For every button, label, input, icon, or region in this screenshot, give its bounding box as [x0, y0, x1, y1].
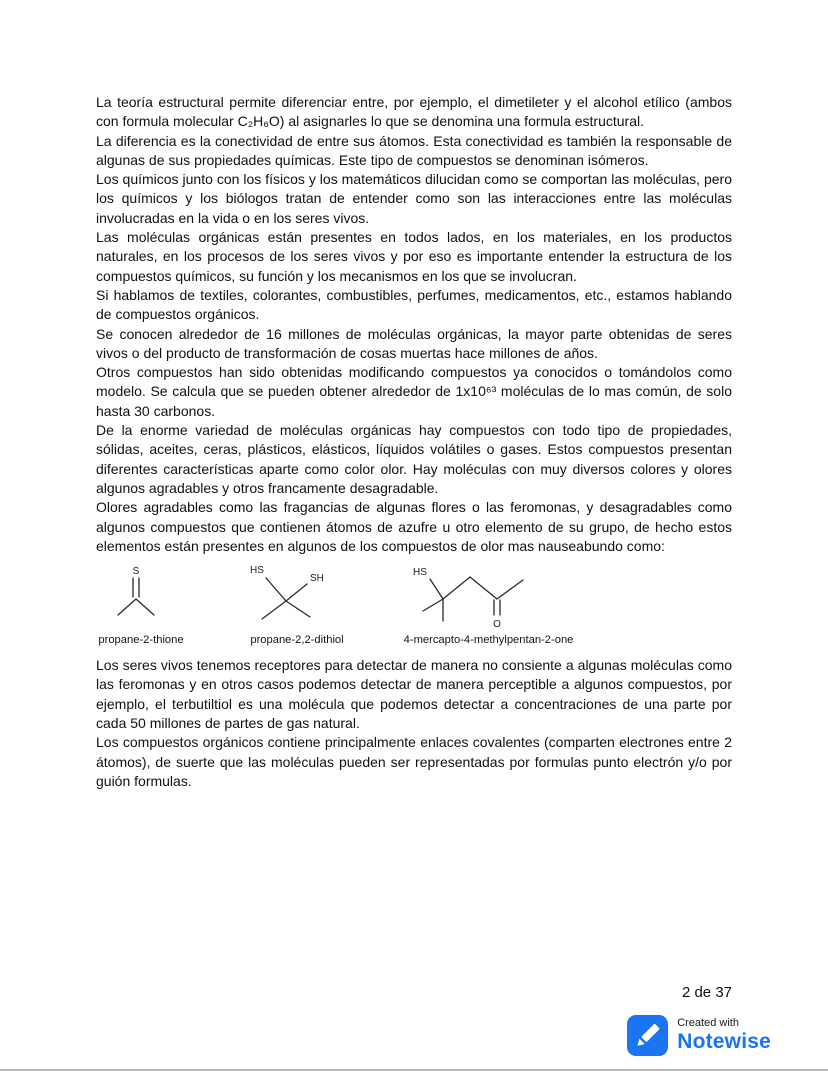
paragraph-other-compounds: Otros compuestos han sido obtenidas modificando compuestos ya conocidos o tomándolos como modelo. Se calcula que se pueden obtener alrededor de 1x10⁶³ moléculas de lo mas común, de solo hasta 30 carbonos. — [96, 364, 732, 419]
thiol-left-label: HS — [250, 565, 264, 577]
structure-label: 4-mercapto-4-methylpentan-2-one — [403, 634, 574, 647]
mercapto-label: HS — [413, 567, 427, 579]
structure-label: propane-2,2-dithiol — [250, 634, 344, 647]
paragraph-textiles: Si hablamos de textiles, colorantes, combustibles, perfumes, medicamentos, etc., estamos hablando de compuestos orgánicos. — [96, 286, 732, 323]
paragraph-odors: Olores agradables como las fragancias de algunas flores o las feromonas, y desagradables como algunos compuestos que contienen átomos de azufre u otro elemento de su grupo, de hecho estos elementos están presentes en algunos de los compuestos de olor mas nauseabundo como: — [96, 499, 732, 554]
structure-propane-2-thione — [96, 561, 186, 647]
document-body — [96, 93, 732, 791]
mercapto-methylpentanone-skeletal-drawing — [411, 561, 566, 631]
oxygen-atom-label: O — [493, 619, 501, 631]
sulfur-atom-label: S — [132, 566, 140, 578]
paragraph-structural-theory: La teoría estructural permite diferenciar entre, por ejemplo, el dimetileter y el alcohol etílico (ambos con formula molecular C₂H₆O) al asignarles lo que se denomina una formula estructural. — [96, 94, 732, 130]
thiol-right-label: SH — [310, 573, 324, 585]
paragraph-connectivity: La diferencia es la conectividad de entre sus átomos. Esta conectividad es también la responsable de algunas de sus propiedades químicas. Este tipo de compuestos se denominan isómeros. — [96, 132, 732, 168]
paragraph-covalent-bonds: Los compuestos orgánicos contiene principalmente enlaces covalentes (comparten electrones entre 2 átomos), de suerte que las moléculas pueden ser representadas por formulas punto electrón y/o por guión formulas. — [96, 734, 732, 789]
page-number: 2 de 37 — [681, 984, 732, 1001]
propane-2-thione-skeletal-drawing — [96, 561, 186, 631]
created-with-label: Created with — [677, 1017, 739, 1029]
chemical-structures-row — [96, 561, 732, 647]
structure-propane-2-2-dithiol — [242, 561, 352, 647]
notewise-pencil-icon — [627, 1015, 668, 1056]
paragraph-16-million: Se conocen alrededor de 16 millones de moléculas orgánicas, la mayor parte obtenidas de seres vivos o del producto de transformación de cosas muertas hace millones de años. — [96, 325, 732, 361]
paragraph-organic-molecules: Las moléculas orgánicas están presentes en todos lados, en los materiales, en los productos naturales, en los procesos de los seres vivos y por eso es importante entender la estructura de los compuestos químicos, su función y los mecanismos en los que se involucran. — [96, 229, 732, 284]
paragraph-chemists-physicists: Los químicos junto con los físicos y los matemáticos dilucidan como se comportan las moléculas, pero los químicos y los biólogos tratan de entender como son las interacciones entre las moléculas involucradas en la vida o en los seres vivos. — [96, 171, 732, 226]
structure-label: propane-2-thione — [98, 634, 184, 647]
paragraph-receptors: Los seres vivos tenemos receptores para detectar de manera no consiente a algunas moléculas como las feromonas y en otros casos podemos detectar de manera perceptible a algunos compuestos, por ejemplo, el terbutiltiol es una molécula que podemos detectar a concentraciones de una parte por cada 50 millones de partes de gas natural. — [96, 657, 732, 732]
paragraph-variety-properties: De la enorme variedad de moléculas orgánicas hay compuestos con todo tipo de propiedades, sólidas, aceites, ceras, plásticos, elásticos, líquidos volátiles o gases. Estos compuestos presentan diferentes características aparte como color olor. Hay moléculas con muy diversos colores y olores algunos agradables y otros francamente desagradable. — [96, 422, 732, 496]
structure-4-mercapto-4-methylpentan-2-one — [403, 561, 574, 647]
notewise-wordmark — [677, 1017, 771, 1054]
brand-name: Notewise — [677, 1030, 771, 1053]
notewise-logo — [627, 1015, 771, 1056]
propane-2-2-dithiol-skeletal-drawing — [242, 561, 352, 631]
